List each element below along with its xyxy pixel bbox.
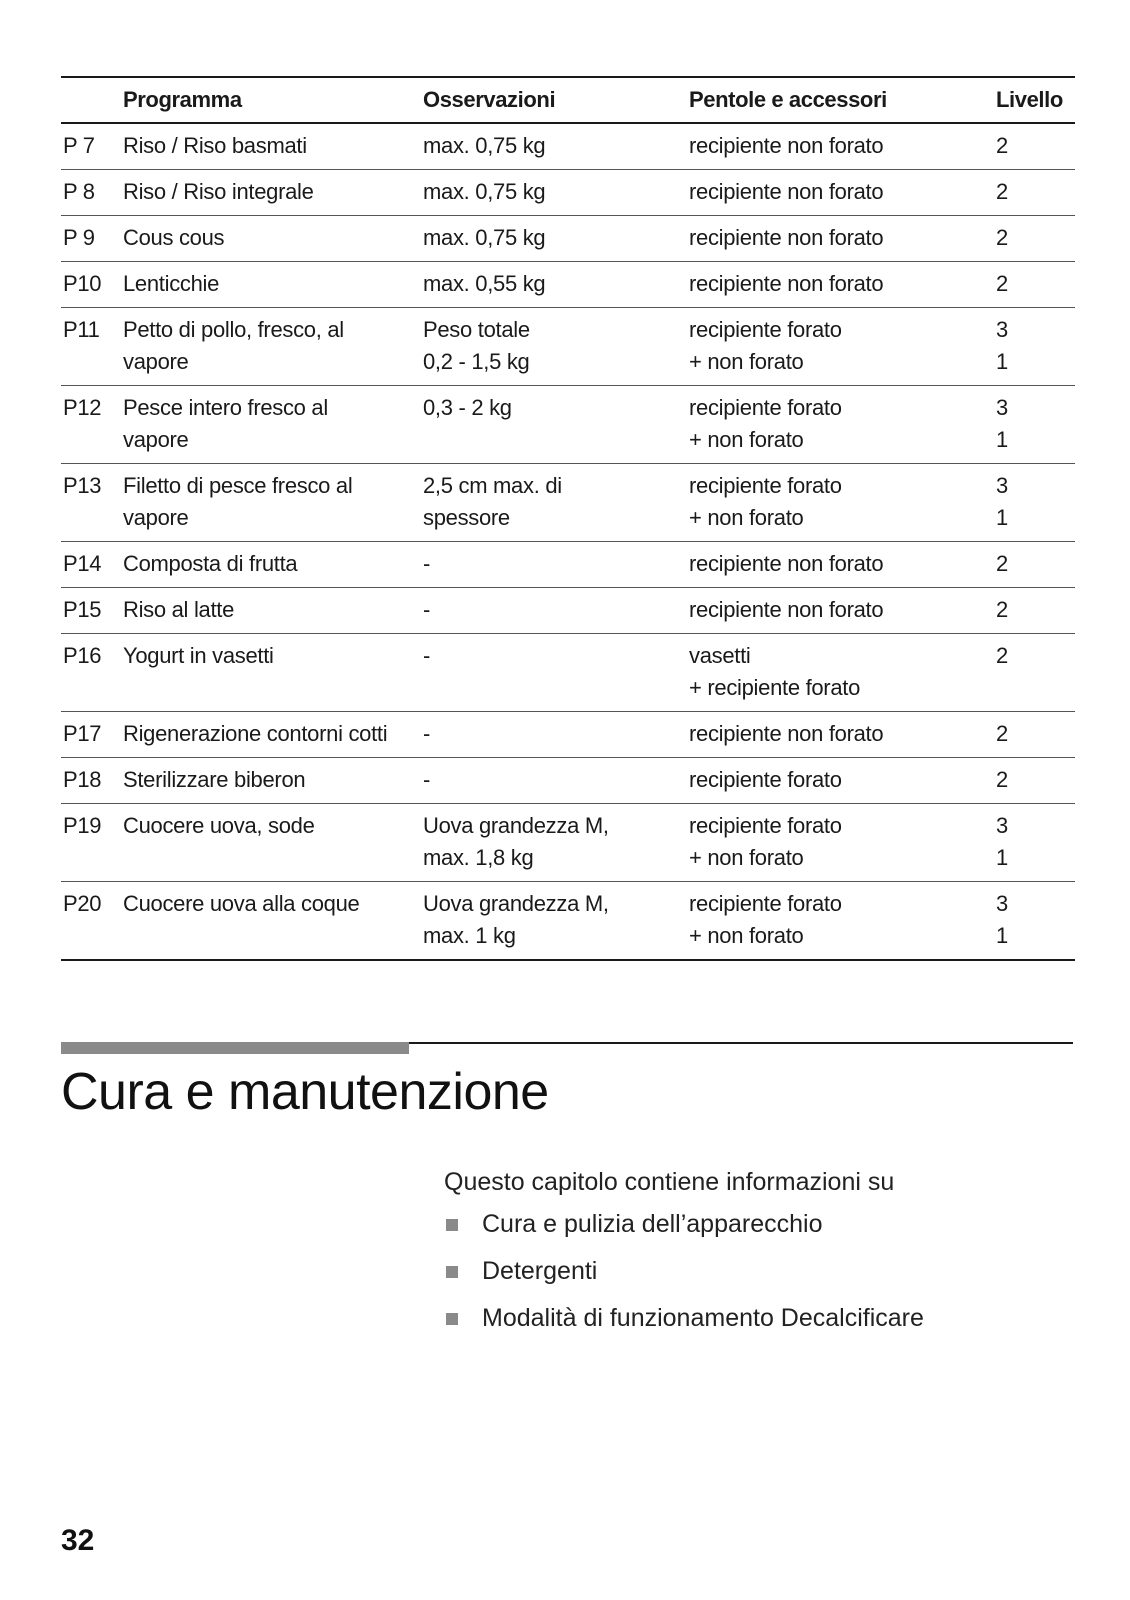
table-row	[61, 882, 1075, 961]
cell-livello	[988, 804, 1075, 882]
cell-programma-line: Sterilizzare biberon	[123, 767, 306, 792]
cell-pentole-line: recipiente non forato	[689, 179, 884, 204]
cell-livello	[988, 262, 1075, 308]
cell-osservazioni-line: -	[423, 767, 431, 792]
cell-pentole-line: vasetti	[689, 643, 751, 668]
cell-livello-line: 2	[996, 271, 1008, 296]
program-table	[61, 76, 1075, 961]
cell-pentole-line: recipiente forato	[689, 891, 842, 916]
cell-livello-line: 1	[996, 349, 1008, 374]
cell-livello-line: 2	[996, 225, 1008, 250]
cell-programma	[123, 804, 423, 882]
cell-osservazioni	[423, 588, 689, 634]
cell-pentole-line: + recipiente forato	[689, 675, 861, 700]
program-table-container	[61, 76, 1075, 961]
cell-osservazioni-line: max. 0,55 kg	[423, 271, 546, 296]
list-item	[444, 1209, 1074, 1256]
header-code	[61, 77, 123, 123]
cell-osservazioni-line: -	[423, 597, 431, 622]
cell-livello-line: 2	[996, 597, 1008, 622]
cell-programma-line: Yogurt in vasetti	[123, 643, 274, 668]
cell-programma	[123, 123, 423, 170]
table-row	[61, 170, 1075, 216]
cell-code: P16	[61, 634, 123, 712]
cell-livello	[988, 170, 1075, 216]
cell-osservazioni	[423, 542, 689, 588]
cell-programma-line: Filetto di pesce fresco al	[123, 473, 353, 498]
cell-programma-line: vapore	[123, 505, 189, 530]
cell-programma	[123, 308, 423, 386]
cell-osservazioni	[423, 634, 689, 712]
cell-programma-line: Petto di pollo, fresco, al	[123, 317, 344, 342]
cell-livello	[988, 542, 1075, 588]
cell-code: P11	[61, 308, 123, 386]
cell-pentole	[689, 542, 988, 588]
cell-pentole-line: + non forato	[689, 427, 804, 452]
cell-livello	[988, 123, 1075, 170]
cell-livello-line: 2	[996, 551, 1008, 576]
cell-pentole-line: recipiente non forato	[689, 225, 884, 250]
cell-osservazioni	[423, 882, 689, 961]
cell-livello-line: 3	[996, 395, 1008, 420]
cell-livello	[988, 588, 1075, 634]
cell-livello-line: 1	[996, 427, 1008, 452]
cell-pentole-line: recipiente non forato	[689, 597, 884, 622]
table-row	[61, 386, 1075, 464]
cell-osservazioni-line: max. 0,75 kg	[423, 225, 546, 250]
cell-livello	[988, 386, 1075, 464]
section-title: Cura e manutenzione	[61, 1063, 549, 1121]
cell-pentole	[689, 216, 988, 262]
list-item-label: Modalità di funzionamento Decalcificare	[482, 1304, 924, 1332]
cell-code: P 7	[61, 123, 123, 170]
cell-osservazioni	[423, 262, 689, 308]
cell-pentole	[689, 588, 988, 634]
cell-osservazioni-line: -	[423, 551, 431, 576]
cell-osservazioni	[423, 308, 689, 386]
cell-programma-line: Cuocere uova, sode	[123, 813, 315, 838]
cell-code: P15	[61, 588, 123, 634]
cell-osservazioni-line: max. 1 kg	[423, 923, 516, 948]
cell-pentole	[689, 804, 988, 882]
square-bullet-icon	[446, 1219, 458, 1231]
square-bullet-icon	[446, 1313, 458, 1325]
cell-livello	[988, 634, 1075, 712]
section-intro	[444, 1168, 1074, 1350]
cell-livello-line: 1	[996, 845, 1008, 870]
cell-livello	[988, 712, 1075, 758]
cell-livello-line: 3	[996, 317, 1008, 342]
cell-osservazioni-line: Peso totale	[423, 317, 530, 342]
cell-osservazioni	[423, 216, 689, 262]
cell-pentole	[689, 262, 988, 308]
cell-livello-line: 3	[996, 473, 1008, 498]
list-item	[444, 1303, 1074, 1350]
cell-livello	[988, 308, 1075, 386]
cell-programma-line: Riso / Riso basmati	[123, 133, 307, 158]
cell-pentole	[689, 170, 988, 216]
cell-programma-line: Composta di frutta	[123, 551, 298, 576]
cell-code: P12	[61, 386, 123, 464]
cell-livello-line: 2	[996, 721, 1008, 746]
cell-livello	[988, 758, 1075, 804]
cell-osservazioni-line: spessore	[423, 505, 510, 530]
list-item	[444, 1256, 1074, 1303]
cell-osservazioni-line: 0,2 - 1,5 kg	[423, 349, 530, 374]
cell-pentole	[689, 386, 988, 464]
cell-pentole-line: + non forato	[689, 845, 804, 870]
cell-programma	[123, 712, 423, 758]
cell-livello-line: 2	[996, 179, 1008, 204]
cell-code: P20	[63, 891, 102, 916]
cell-programma-line: Cous cous	[123, 225, 225, 250]
cell-pentole-line: recipiente forato	[689, 395, 842, 420]
cell-livello	[988, 882, 1075, 961]
cell-programma-line: Rigenerazione contorni cotti	[123, 721, 388, 746]
header-programma: Programma	[123, 77, 423, 123]
cell-osservazioni-line: max. 1,8 kg	[423, 845, 534, 870]
cell-osservazioni-line: max. 0,75 kg	[423, 133, 546, 158]
cell-pentole-line: recipiente non forato	[689, 551, 884, 576]
cell-livello-line: 1	[996, 505, 1008, 530]
cell-livello-line: 2	[996, 133, 1008, 158]
cell-pentole-line: recipiente forato	[689, 767, 842, 792]
cell-programma	[123, 758, 423, 804]
cell-pentole-line: + non forato	[689, 505, 804, 530]
table-row	[61, 464, 1075, 542]
cell-programma-line: Riso al latte	[123, 597, 235, 622]
cell-pentole-line: recipiente non forato	[689, 271, 884, 296]
cell-code: P17	[61, 712, 123, 758]
table-row	[61, 216, 1075, 262]
cell-osservazioni-line: Uova grandezza M,	[423, 891, 609, 916]
cell-programma	[123, 634, 423, 712]
cell-programma-line: Lenticchie	[123, 271, 220, 296]
cell-code: P19	[61, 804, 123, 882]
intro-text: Questo capitolo contiene informazioni su	[444, 1168, 895, 1196]
cell-programma-line: vapore	[123, 349, 189, 374]
table-row	[61, 308, 1075, 386]
cell-pentole	[689, 308, 988, 386]
page-number: 32	[61, 1524, 95, 1557]
cell-osservazioni-line: Uova grandezza M,	[423, 813, 609, 838]
cell-osservazioni	[423, 804, 689, 882]
table-row	[61, 712, 1075, 758]
table-row	[61, 262, 1075, 308]
cell-pentole-line: recipiente non forato	[689, 133, 884, 158]
cell-osservazioni-line: -	[423, 721, 431, 746]
table-row	[61, 804, 1075, 882]
cell-livello-line: 3	[996, 891, 1008, 916]
cell-programma-line: Pesce intero fresco al	[123, 395, 328, 420]
cell-osservazioni	[423, 170, 689, 216]
cell-osservazioni	[423, 712, 689, 758]
cell-programma-line: Riso / Riso integrale	[123, 179, 314, 204]
cell-programma	[123, 170, 423, 216]
cell-pentole-line: recipiente forato	[689, 317, 842, 342]
cell-pentole	[689, 882, 988, 961]
cell-osservazioni-line: max. 0,75 kg	[423, 179, 546, 204]
cell-pentole	[689, 464, 988, 542]
cell-programma-line: vapore	[123, 427, 189, 452]
topic-list	[444, 1209, 1074, 1350]
table-row	[61, 588, 1075, 634]
cell-code: P10	[61, 262, 123, 308]
table-body	[61, 123, 1075, 960]
list-item-label: Detergenti	[482, 1257, 598, 1285]
cell-programma	[123, 464, 423, 542]
cell-code: P18	[61, 758, 123, 804]
list-item-label: Cura e pulizia dell’apparecchio	[482, 1210, 823, 1238]
table-row	[61, 123, 1075, 170]
cell-programma-line: Cuocere uova alla coque	[123, 891, 360, 916]
cell-pentole-line: recipiente forato	[689, 813, 842, 838]
cell-programma	[123, 386, 423, 464]
header-pentole: Pentole e accessori	[689, 77, 988, 123]
cell-pentole	[689, 712, 988, 758]
cell-livello-line: 2	[996, 643, 1008, 668]
cell-osservazioni	[423, 464, 689, 542]
table-row	[61, 542, 1075, 588]
section-divider	[61, 1042, 1073, 1054]
cell-programma	[123, 542, 423, 588]
cell-code: P14	[61, 542, 123, 588]
cell-livello	[988, 464, 1075, 542]
cell-code: P 8	[61, 170, 123, 216]
cell-programma	[123, 262, 423, 308]
cell-pentole-line: + non forato	[689, 349, 804, 374]
cell-osservazioni-line: 0,3 - 2 kg	[423, 395, 512, 420]
cell-livello-line: 1	[996, 923, 1008, 948]
cell-livello-line: 2	[996, 767, 1008, 792]
cell-code: P13	[61, 464, 123, 542]
cell-osservazioni-line: 2,5 cm max. di	[423, 473, 562, 498]
cell-pentole-line: recipiente forato	[689, 473, 842, 498]
cell-code: P 9	[61, 216, 123, 262]
table-row	[61, 634, 1075, 712]
cell-pentole-line: recipiente non forato	[689, 721, 884, 746]
cell-programma	[123, 882, 423, 961]
header-livello: Livello	[988, 77, 1075, 123]
cell-programma	[123, 588, 423, 634]
cell-pentole-line: + non forato	[689, 923, 804, 948]
cell-livello-line: 3	[996, 813, 1008, 838]
cell-osservazioni-line: -	[423, 643, 431, 668]
table-header-row	[61, 77, 1075, 123]
cell-osservazioni	[423, 758, 689, 804]
cell-programma	[123, 216, 423, 262]
cell-pentole	[689, 634, 988, 712]
header-osservazioni: Osservazioni	[423, 77, 689, 123]
square-bullet-icon	[446, 1266, 458, 1278]
section-divider-accent	[61, 1042, 409, 1054]
table-row	[61, 758, 1075, 804]
cell-pentole	[689, 758, 988, 804]
cell-livello	[988, 216, 1075, 262]
cell-osservazioni	[423, 386, 689, 464]
cell-osservazioni	[423, 123, 689, 170]
cell-pentole	[689, 123, 988, 170]
section-divider-rule	[409, 1042, 1073, 1044]
